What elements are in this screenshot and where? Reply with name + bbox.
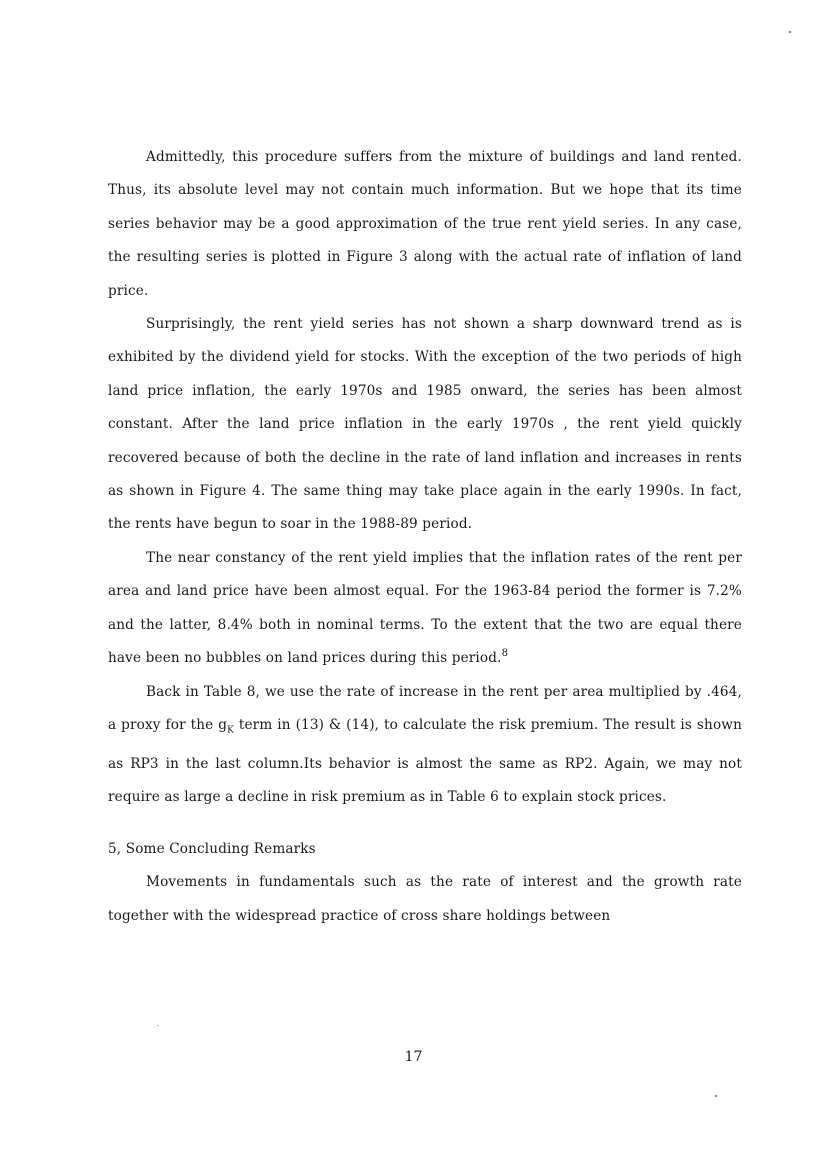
- g-subscript: K: [227, 725, 234, 736]
- body-text: [108, 141, 742, 933]
- page-number: 17: [404, 1049, 423, 1065]
- section-heading: 5, Some Concluding Remarks: [108, 840, 316, 857]
- scan-speck: [789, 31, 791, 33]
- paragraph-risk-premium-before: Back in Table 8, we use the rate of increase in the rent per area multiplied by .464, a proxy for the g: [108, 683, 742, 733]
- paragraph-rent-constancy-text: The near constancy of the rent yield implies that the inflation rates of the rent per area and land price have been almost equal. For the 1963-84 period the former is 7.2% and the latter, 8.4% both in nominal terms. To the extent that the two are equal there have been no bubbles on land prices during this period.: [108, 549, 742, 667]
- paragraph-rent-yield-trend: Surprisingly, the rent yield series has not shown a sharp downward trend as is exhibited by the dividend yield for stocks. With the exception of the two periods of high land price inflation, the early 1970s and 1985 onward, the series has been almost constant. After the land price inflation in the early 1970s , the rent yield quickly recovered because of both the decline in the rate of land inflation and increases in rents as shown in Figure 4. The same thing may take place again in the early 1990s. In fact, the rents have begun to soar in the 1988-89 period.: [108, 316, 742, 533]
- paragraph-risk-premium-after: term in (13) & (14), to calculate the risk premium. The result is shown as RP3 in the last column.Its behavior is almost the same as RP2. Again, we may not require as large a decline in risk premium as in Table 6 to explain stock prices.: [108, 716, 742, 806]
- scan-speck: [157, 1025, 158, 1026]
- paragraph-rent-procedure: Admittedly, this procedure suffers from the mixture of buildings and land rented. Thus, its absolute level may not contain much information. But we hope that its time series behavior may be a good approximation of the true rent yield series. In any case, the resulting series is plotted in Figure 3 along with the actual rate of inflation of land price.: [108, 149, 742, 299]
- scan-speck: [715, 1095, 717, 1097]
- paragraph-rent-constancy: [108, 542, 742, 676]
- footnote-marker: 8: [501, 648, 509, 660]
- paragraph-concluding: Movements in fundamentals such as the rate of interest and the growth rate together with the widespread practice of cross share holdings between: [108, 874, 742, 924]
- paragraph-risk-premium: [108, 676, 742, 815]
